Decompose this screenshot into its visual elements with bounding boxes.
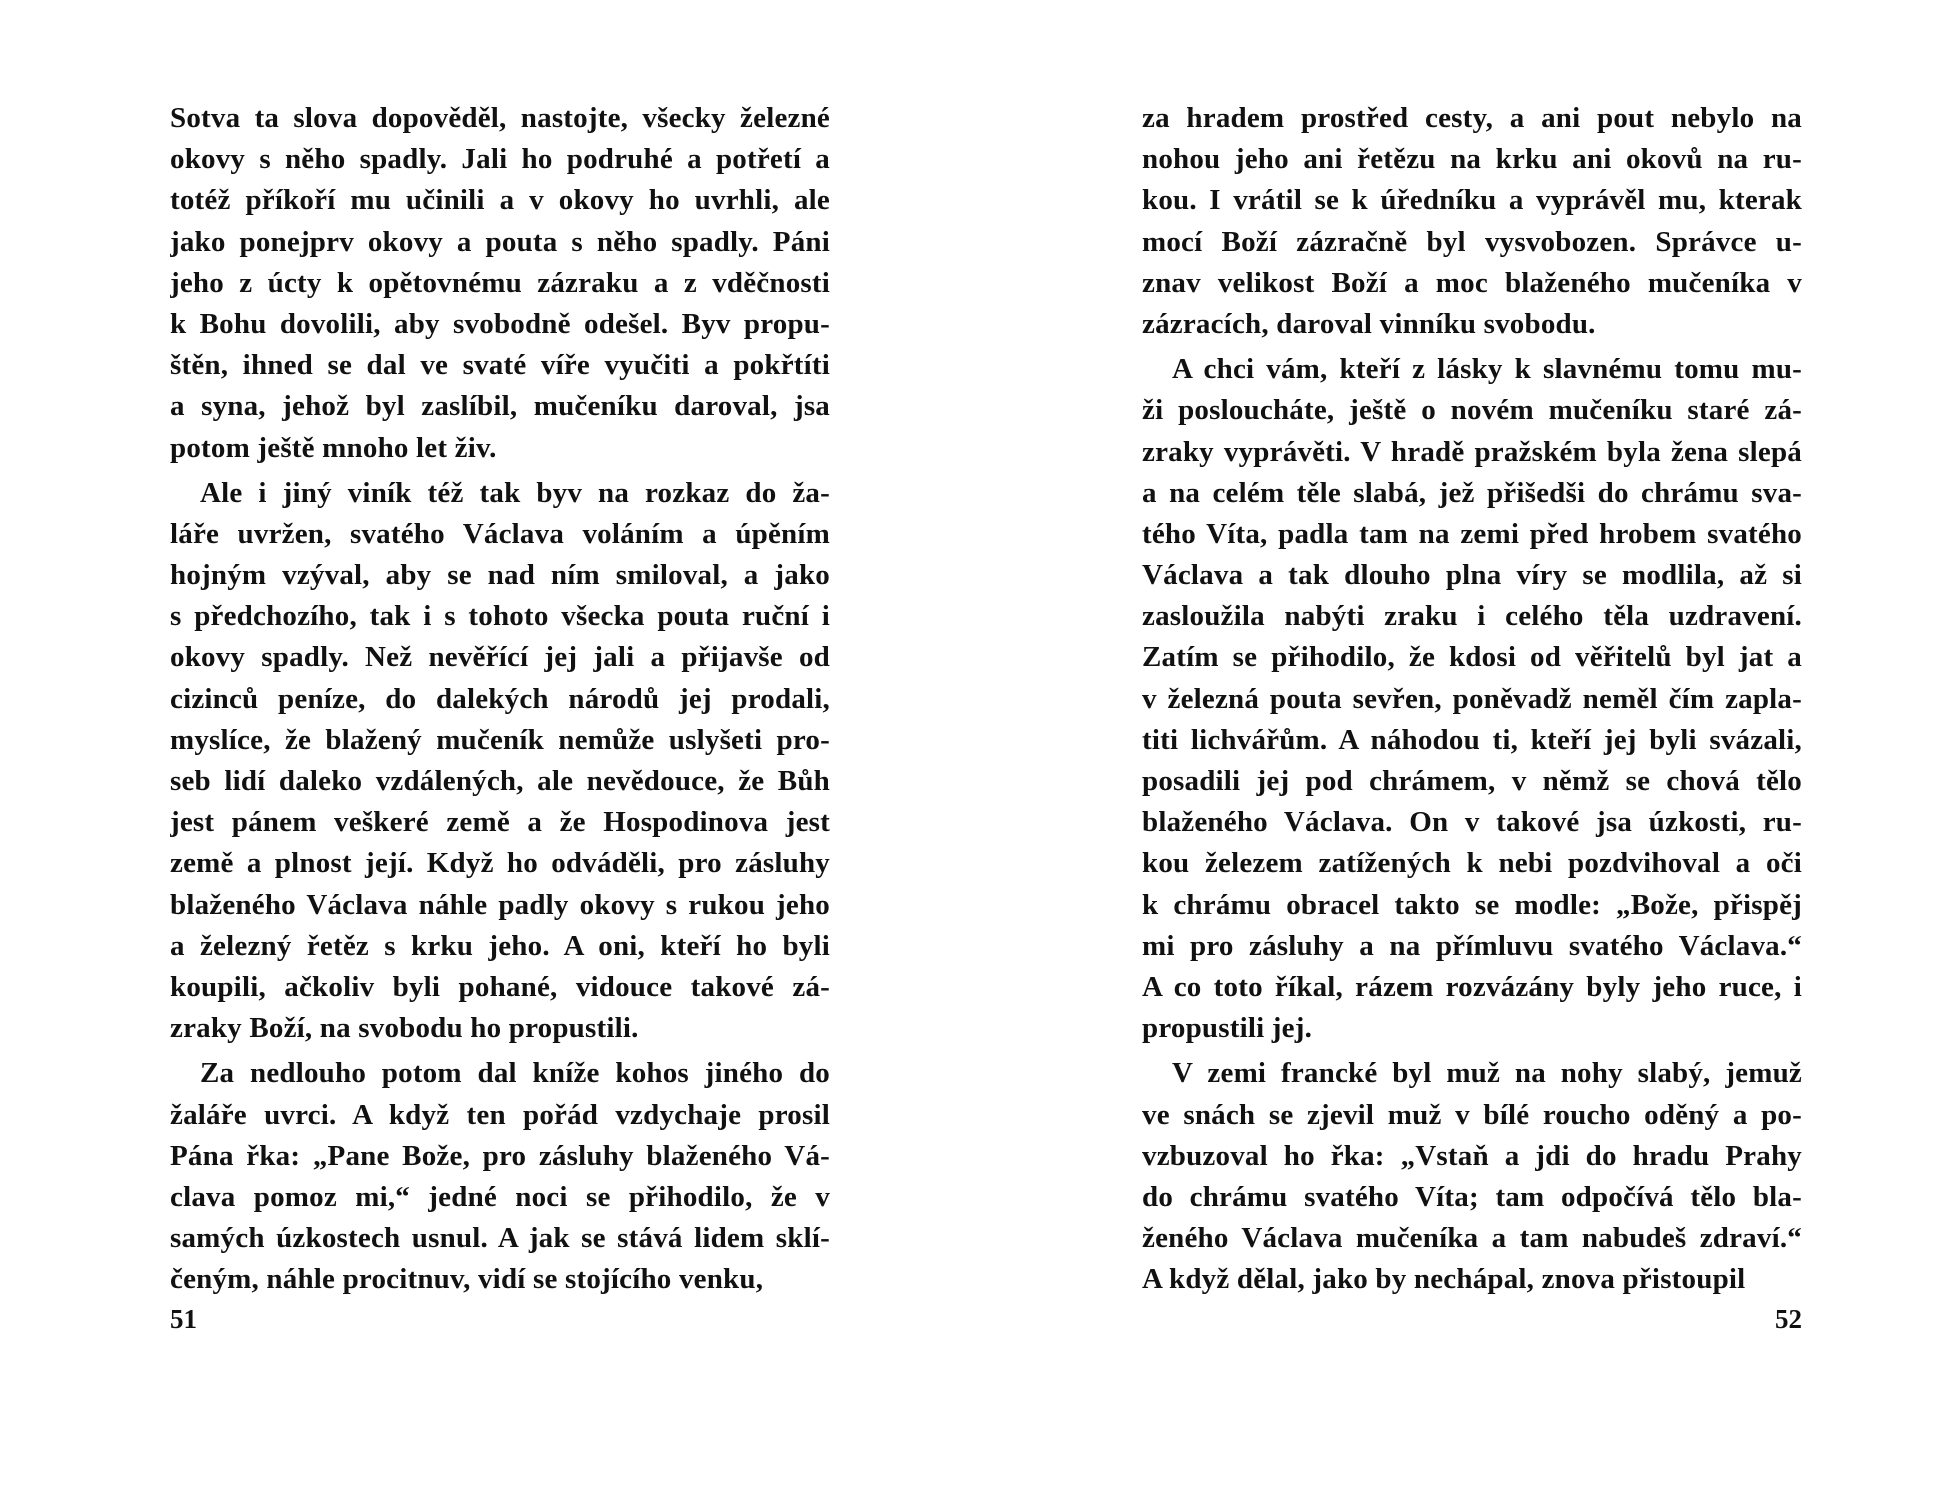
right-page-text (1142, 98, 1802, 1300)
right-page-text-line: ži posloucháte, ještě o novém mučeníku staré zá- (1142, 394, 1802, 427)
left-page-text-line: seb lidí daleko vzdálených, ale nevědouce, že Bůh (170, 765, 830, 797)
left-page-text-line: zraky Boží, na svobodu ho propustili. (170, 1012, 639, 1045)
left-page-text-line: cizinců peníze, do dalekých národů jej prodali, (170, 682, 830, 715)
left-page-text-line: země a plnost její. Když ho odváděli, pro zásluhy (170, 847, 830, 880)
left-page-text-line: a železný řetěz s krku jeho. A oni, kteří ho byli (170, 929, 830, 962)
left-page-text-line: clava pomoz mi,“ jedné noci se přihodilo, že v (170, 1180, 830, 1213)
right-page-number: 52 (1775, 1304, 1802, 1334)
right-page-text-line: titi lichvářům. A náhodou ti, kteří jej byli svázali, (1142, 723, 1802, 756)
left-page-text-line: jest pánem veškeré země a že Hospodinova jest (170, 806, 830, 839)
right-page-text-line: Zatím se přihodilo, že kdosi od věřitelů byl jat a (1142, 641, 1802, 674)
right-page-text-line: zázracích, daroval vinníku svobodu. (1142, 307, 1596, 340)
left-page-text-line: štěn, ihned se dal ve svaté víře vyučiti a pokřtíti (170, 349, 830, 382)
left-page-text-line: a syna, jehož byl zaslíbil, mučeníku daroval, jsa (170, 390, 830, 423)
right-page-text-line: v železná pouta sevřen, poněvadž neměl čím zapla- (1142, 682, 1802, 715)
left-page-text-line: totéž příkoří mu učinili a v okovy ho uvrhli, ale (170, 184, 830, 217)
left-page-text-line: myslíce, že blažený mučeník nemůže uslyšeti pro- (170, 723, 830, 756)
left-page-text-line: Za nedlouho potom dal kníže kohos jiného do (200, 1057, 830, 1090)
left-page-text-line: žaláře uvrci. A když ten pořád vzdychaje prosil (170, 1098, 830, 1131)
right-page-text-line: ve snách se zjevil muž v bílé roucho oděný a po- (1142, 1098, 1802, 1131)
right-page-text-line: do chrámu svatého Víta; tam odpočívá tělo bla- (1142, 1180, 1802, 1213)
left-page-text-line: koupili, ačkoliv byli pohané, vidouce takové zá- (170, 970, 830, 1003)
left-page-text-line: k Bohu dovolili, aby svobodně odešel. Byv propu- (170, 307, 830, 340)
left-page-text-line: jeho z úcty k opětovnému zázraku a z vděčnosti (170, 266, 830, 299)
left-page-text-line: láře uvržen, svatého Václava voláním a úpěním (170, 517, 830, 550)
left-page-number: 51 (170, 1304, 197, 1334)
right-page-text-line: vzbuzoval ho řka: „Vstaň a jdi do hradu Prahy (1142, 1139, 1802, 1172)
left-page-text-line: hojným vzýval, aby se nad ním smiloval, a jako (170, 559, 830, 592)
right-page-text-line: zraky vyprávěti. V hradě pražském byla žena slepá (1142, 435, 1802, 468)
right-page-text-line: Václava a tak dlouho plna víry se modlila, až si (1142, 559, 1802, 592)
left-page-text-line: okovy s něho spadly. Jali ho podruhé a potřetí a (170, 143, 830, 176)
left-page-text-line: jako ponejprv okovy a pouta s něho spadly. Páni (170, 225, 830, 258)
right-page-text-line: mocí Boží zázračně byl vysvobozen. Správce u- (1142, 225, 1802, 258)
right-page-text-line: za hradem prostřed cesty, a ani pout nebylo na (1142, 102, 1802, 134)
right-page-text-line: k chrámu obracel takto se modle: „Bože, přispěj (1142, 888, 1802, 921)
right-page-text-line: znav velikost Boží a moc blaženého mučeníka v (1142, 266, 1802, 299)
left-page-text (170, 98, 830, 1300)
left-page (170, 98, 830, 1358)
right-page-text-line: kou železem zatížených k nebi pozdvihoval a oči (1142, 847, 1802, 880)
left-page-text-line: blaženého Václava náhle padly okovy s rukou jeho (170, 888, 830, 921)
right-page-paragraph (1142, 1053, 1802, 1300)
right-page-text-line: nohou jeho ani řetězu na krku ani okovů na ru- (1142, 143, 1802, 176)
left-page-text-line: okovy spadly. Než nevěřící jej jali a přijavše od (170, 641, 830, 674)
right-page-text-line: propustili jej. (1142, 1012, 1313, 1045)
right-page-text-line: A když dělal, jako by nechápal, znova přistoupil (1142, 1263, 1746, 1296)
right-page (1142, 98, 1802, 1358)
right-page-text-line: A chci vám, kteří z lásky k slavnému tomu mu- (1172, 353, 1802, 386)
right-page-text-line: zasloužila nabýti zraku i celého těla uzdravení. (1142, 600, 1802, 633)
left-page-text-line: samých úzkostech usnul. A jak se stává lidem sklí- (170, 1222, 830, 1255)
right-page-text-line: tého Víta, padla tam na zemi před hrobem svatého (1142, 517, 1802, 550)
right-page-paragraph (1142, 349, 1802, 1049)
right-page-text-line: a na celém těle slabá, jež přišedši do chrámu sva- (1142, 476, 1802, 509)
left-page-text-line: potom ještě mnoho let živ. (170, 431, 497, 464)
left-page-paragraph (170, 98, 830, 469)
right-page-text-line: A co toto říkal, rázem rozvázány byly jeho ruce, i (1142, 970, 1802, 1003)
right-page-text-line: V zemi francké byl muž na nohy slabý, jemuž (1172, 1057, 1802, 1090)
left-page-paragraph (170, 473, 830, 1050)
right-page-text-line: ženého Václava mučeníka a tam nabudeš zdraví.“ (1142, 1222, 1802, 1255)
right-page-text-line: blaženého Václava. On v takové jsa úzkosti, ru- (1142, 806, 1802, 839)
right-page-text-line: kou. I vrátil se k úředníku a vyprávěl mu, kterak (1142, 184, 1802, 217)
left-page-paragraph (170, 1053, 830, 1300)
right-page-text-line: posadili jej pod chrámem, v němž se chová tělo (1142, 765, 1802, 797)
left-page-text-line: s předchozího, tak i s tohoto všecka pouta ruční i (170, 600, 830, 633)
left-page-text-line: Sotva ta slova dopověděl, nastojte, všecky železné (170, 102, 830, 134)
right-page-text-line: mi pro zásluhy a na přímluvu svatého Václava.“ (1142, 929, 1802, 962)
right-page-paragraph (1142, 98, 1802, 345)
left-page-text-line: čeným, náhle procitnuv, vidí se stojícího venku, (170, 1263, 764, 1296)
left-page-text-line: Ale i jiný viník též tak byv na rozkaz do ža- (200, 476, 830, 509)
left-page-text-line: Pána řka: „Pane Bože, pro zásluhy blaženého Vá- (170, 1139, 830, 1172)
